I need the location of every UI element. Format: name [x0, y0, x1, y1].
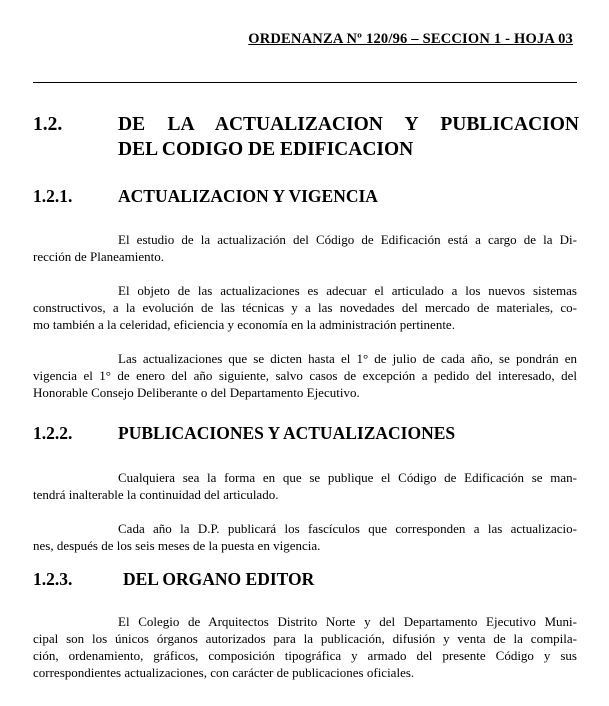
paragraph-line: tendrá inalterable la continuidad del articulado.: [33, 487, 279, 502]
paragraph: [33, 231, 577, 265]
subsection-title: ACTUALIZACION Y VIGENCIA: [118, 186, 378, 206]
section-title: [118, 112, 579, 162]
document-header: ORDENANZA Nº 120/96 – SECCION 1 - HOJA 03: [248, 31, 573, 47]
paragraph-line: constructivos, a la evolución de las técnicas y a las novedades del mercado de materiales, co-: [33, 300, 577, 315]
subsection-number: 1.2.3.: [33, 569, 73, 589]
paragraph-line: Las actualizaciones que se dicten hasta el 1° de julio de cada año, se pondrán en: [118, 351, 577, 366]
header-divider: [33, 82, 577, 83]
subsection-number: 1.2.2.: [33, 423, 73, 443]
section-number: 1.2.: [33, 114, 63, 135]
paragraph-line: correspondientes actualizaciones, con carácter de publicaciones oficiales.: [33, 665, 415, 680]
paragraph: [33, 282, 577, 333]
paragraph: [33, 520, 577, 554]
paragraph-line: nes, después de los seis meses de la puesta en vigencia.: [33, 538, 321, 553]
paragraph-line: El Colegio de Arquitectos Distrito Norte y del Departamento Ejecutivo Muni-: [118, 614, 577, 629]
paragraph-line: El objeto de las actualizaciones es adecuar el articulado a los nuevos sistemas: [118, 283, 577, 298]
paragraph-line: Honorable Consejo Deliberante o del Departamento Ejecutivo.: [33, 385, 360, 400]
section-title-line-2: DEL CODIGO DE EDIFICACION: [118, 139, 414, 160]
subsection-number: 1.2.1.: [33, 186, 73, 206]
paragraph-line: ción, ordenamiento, gráficos, composición tipográfica y armado del presente Código y sus: [33, 648, 577, 663]
paragraph-line: mo también a la celeridad, eficiencia y economía en la administración pertinente.: [33, 317, 455, 332]
paragraph-line: vigencia el 1° de enero del año siguiente, salvo casos de excepción a pedido del interesado, del: [33, 368, 577, 383]
paragraph-line: rección de Planeamiento.: [33, 249, 165, 264]
paragraph-line: cipal son los únicos órganos autorizados para la publicación, difusión y venta de la compila-: [33, 631, 577, 646]
paragraph-line: El estudio de la actualización del Código de Edificación está a cargo de la Di-: [118, 232, 577, 247]
paragraph: [33, 350, 577, 401]
paragraph: [33, 613, 577, 681]
paragraph-line: Cualquiera sea la forma en que se publique el Código de Edificación se man-: [118, 470, 577, 485]
subsection-title: PUBLICACIONES Y ACTUALIZACIONES: [118, 423, 456, 443]
subsection-title: DEL ORGANO EDITOR: [123, 569, 315, 589]
section-title-line-1: DE LA ACTUALIZACION Y PUBLICACION: [118, 114, 579, 135]
paragraph-line: Cada año la D.P. publicará los fascículos que corresponden a las actualizacio-: [118, 521, 577, 536]
paragraph: [33, 469, 577, 503]
